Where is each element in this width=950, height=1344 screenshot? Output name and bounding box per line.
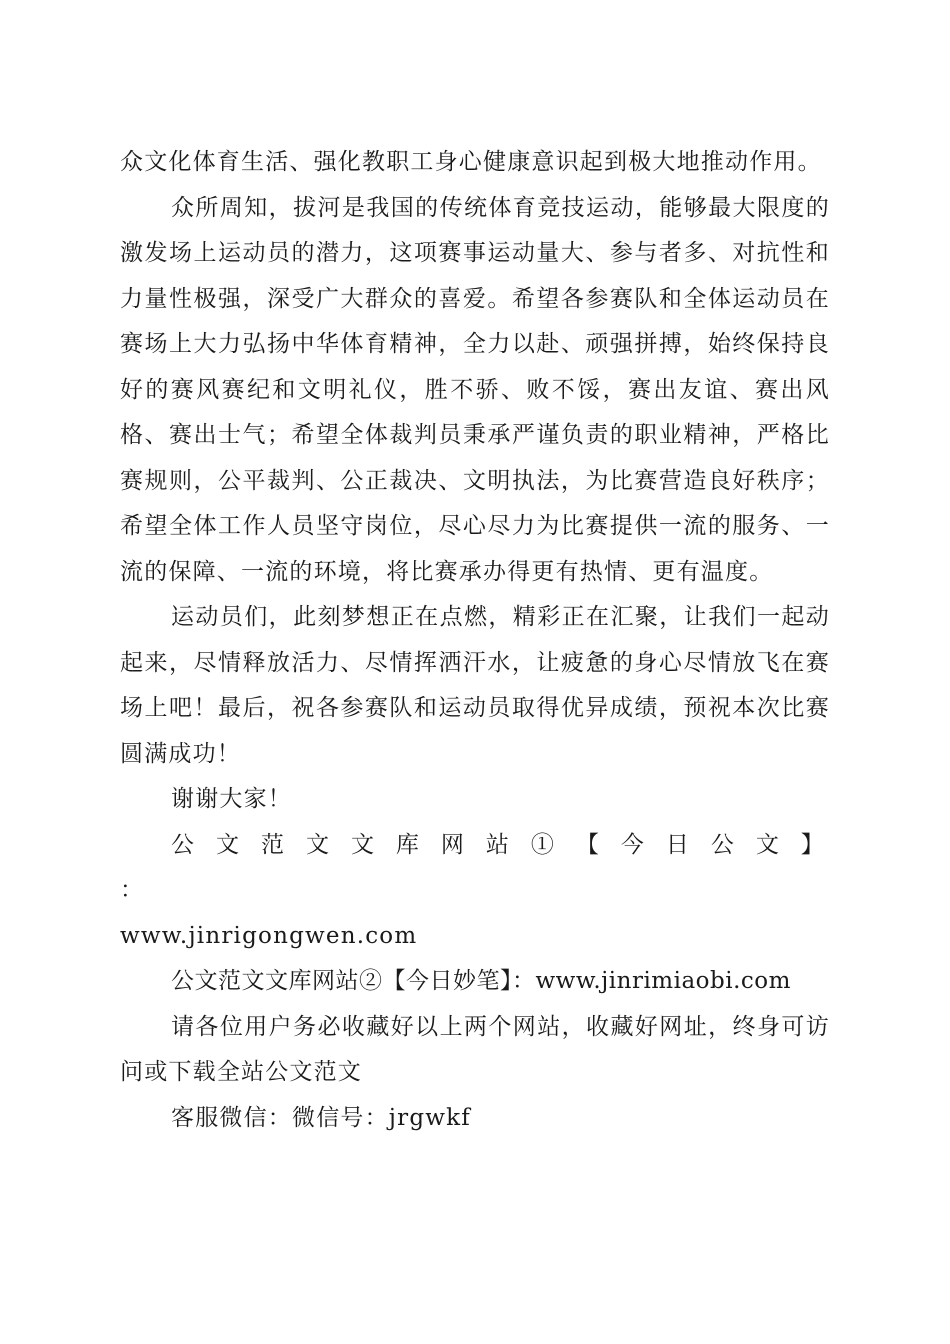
paragraph-continuation: 众文化体育生活、强化教职工身心健康意识起到极大地推动作用。 — [120, 149, 822, 175]
site1-label: 公 文 范 文 文 库 网 站 ① 【 今 日 公 文 】 ： — [120, 831, 830, 903]
service-wechat: 客服微信：微信号：jrgwkf — [171, 1104, 471, 1131]
site2-line[interactable]: 公文范文文库网站②【今日妙笔】：www.jinrimiaobi.com — [171, 968, 791, 994]
site1-url[interactable]: www.jinrigongwen.com — [120, 922, 418, 949]
document-page — [120, 140, 830, 1141]
paragraph-athletes: 运动员们，此刻梦想正在点燃，精彩正在汇聚，让我们一起动起来，尽情释放活力、尽情挥洒汗水，让疲惫的身心尽情放飞在赛场上吧！最后，祝各参赛队和运动员取得优异成绩，预祝本次比赛圆满成功！ — [120, 604, 830, 767]
notice-paragraph: 请各位用户务必收藏好以上两个网站，收藏好网址，终身可访问或下载全站公文范文 — [120, 1013, 830, 1085]
paragraph-tug-of-war: 众所周知，拔河是我国的传统体育竞技运动，能够最大限度的激发场上运动员的潜力，这项赛事运动量大、参与者多、对抗性和力量性极强，深受广大群众的喜爱。希望各参赛队和全体运动员在赛场上大力弘扬中华体育精神，全力以赴、顽强拼搏，始终保持良好的赛风赛纪和文明礼仪，胜不骄、败不馁，赛出友谊、赛出风格、赛出士气；希望全体裁判员秉承严谨负责的职业精神，严格比赛规则，公平裁判、公正裁决、文明执法，为比赛营造良好秩序；希望全体工作人员坚守岗位，尽心尽力为比赛提供一流的服务、一流的保障、一流的环境，将比赛承办得更有热情、更有温度。 — [120, 194, 830, 585]
paragraph-thanks: 谢谢大家！ — [171, 786, 292, 812]
